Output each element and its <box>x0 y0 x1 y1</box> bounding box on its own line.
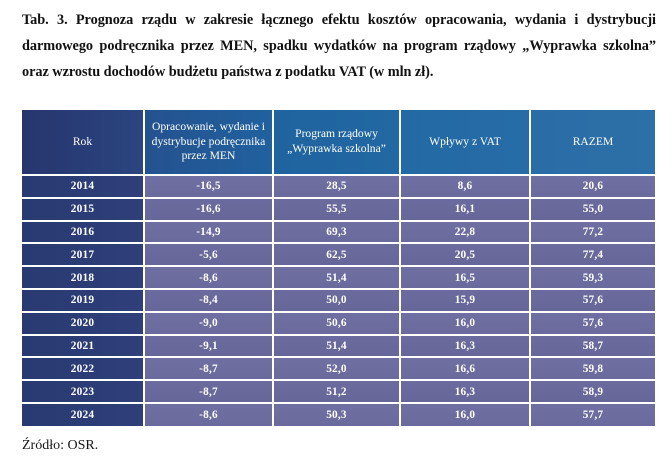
cell-year: 2019 <box>22 289 144 312</box>
table-row <box>22 312 655 335</box>
table-row <box>22 335 655 358</box>
table-body <box>22 175 655 426</box>
column-header-vat: Wpływy z VAT <box>400 110 530 175</box>
cell-program: 52,0 <box>273 357 400 380</box>
column-header-men: Opracowanie, wydanie i dystrybucje podręcznika przez MEN <box>144 110 273 175</box>
cell-men: -8,4 <box>144 289 273 312</box>
cell-year: 2022 <box>22 357 144 380</box>
source-note: Źródło: OSR. <box>22 438 99 453</box>
cell-program: 50,0 <box>273 289 400 312</box>
cell-program: 51,2 <box>273 380 400 403</box>
cell-vat: 16,3 <box>400 335 530 358</box>
column-header-total: RAZEM <box>530 110 655 175</box>
cell-program: 51,4 <box>273 266 400 289</box>
cell-program: 55,5 <box>273 198 400 221</box>
cell-vat: 16,6 <box>400 357 530 380</box>
cell-vat: 16,0 <box>400 403 530 426</box>
cell-program: 28,5 <box>273 175 400 198</box>
cell-total: 55,0 <box>530 198 655 221</box>
cell-men: -14,9 <box>144 221 273 244</box>
cell-year: 2016 <box>22 221 144 244</box>
cell-year: 2024 <box>22 403 144 426</box>
cell-year: 2018 <box>22 266 144 289</box>
cell-men: -5,6 <box>144 243 273 266</box>
table-header <box>22 110 655 175</box>
cell-men: -16,5 <box>144 175 273 198</box>
table-row <box>22 380 655 403</box>
cell-total: 77,4 <box>530 243 655 266</box>
cell-vat: 16,0 <box>400 312 530 335</box>
table-row <box>22 243 655 266</box>
cell-program: 50,6 <box>273 312 400 335</box>
cell-year: 2014 <box>22 175 144 198</box>
cell-vat: 16,1 <box>400 198 530 221</box>
cell-total: 77,2 <box>530 221 655 244</box>
table-row <box>22 289 655 312</box>
cell-program: 69,3 <box>273 221 400 244</box>
cell-program: 51,4 <box>273 335 400 358</box>
cell-year: 2023 <box>22 380 144 403</box>
cell-men: -9,1 <box>144 335 273 358</box>
cell-total: 58,9 <box>530 380 655 403</box>
cell-vat: 20,5 <box>400 243 530 266</box>
cell-year: 2020 <box>22 312 144 335</box>
cell-total: 57,6 <box>530 312 655 335</box>
cell-men: -8,6 <box>144 266 273 289</box>
table-container <box>22 110 655 426</box>
cell-year: 2015 <box>22 198 144 221</box>
cell-total: 57,7 <box>530 403 655 426</box>
cell-program: 50,3 <box>273 403 400 426</box>
cell-men: -8,7 <box>144 380 273 403</box>
table-row <box>22 266 655 289</box>
cell-vat: 16,3 <box>400 380 530 403</box>
cell-vat: 8,6 <box>400 175 530 198</box>
cell-year: 2021 <box>22 335 144 358</box>
cell-total: 58,7 <box>530 335 655 358</box>
column-header-year: Rok <box>22 110 144 175</box>
table-row <box>22 175 655 198</box>
table-row <box>22 403 655 426</box>
column-header-program: Program rządowy „Wyprawka szkolna” <box>273 110 400 175</box>
cell-men: -9,0 <box>144 312 273 335</box>
table-row <box>22 221 655 244</box>
header-row <box>22 110 655 175</box>
cell-vat: 15,9 <box>400 289 530 312</box>
cell-program: 62,5 <box>273 243 400 266</box>
table-row <box>22 357 655 380</box>
cell-vat: 22,8 <box>400 221 530 244</box>
forecast-table <box>22 110 655 426</box>
cell-men: -8,7 <box>144 357 273 380</box>
table-row <box>22 198 655 221</box>
cell-men: -16,6 <box>144 198 273 221</box>
cell-men: -8,6 <box>144 403 273 426</box>
cell-vat: 16,5 <box>400 266 530 289</box>
cell-year: 2017 <box>22 243 144 266</box>
table-caption: Tab. 3. Prognoza rządu w zakresie łącznego efektu kosztów opracowania, wydania i dystrybucji darmowego podręcznika przez MEN, spadku wydatków na program rządowy „Wyprawka szkolna” oraz wzrostu dochodów budżetu państwa z podatku VAT (w mln zł). <box>22 12 656 81</box>
cell-total: 59,8 <box>530 357 655 380</box>
cell-total: 59,3 <box>530 266 655 289</box>
cell-total: 57,6 <box>530 289 655 312</box>
cell-total: 20,6 <box>530 175 655 198</box>
